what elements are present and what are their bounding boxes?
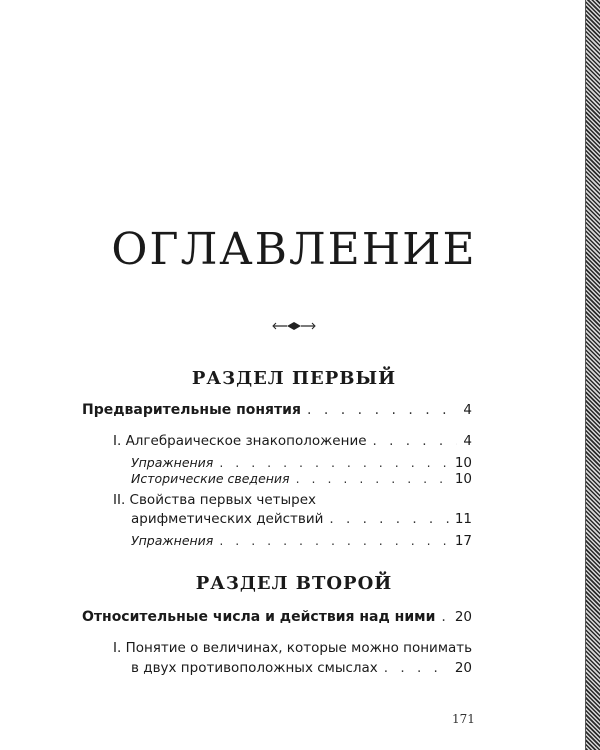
dot-leader [296,471,449,486]
dot-leader [373,433,458,449]
page-number: 11 [454,511,472,527]
entry-title-line1: I. Понятие о величинах, которые можно понимать [113,640,473,656]
entry-title: в двух противоположных смыслах [131,660,378,676]
subentry-title: Упражнения [131,533,214,548]
toc-entry[interactable] [131,511,472,527]
page-number: 4 [463,433,472,449]
dot-leader [329,511,448,527]
dot-leader [384,660,449,676]
page-number: 10 [454,455,472,471]
page-number: 20 [454,609,472,625]
entry-title: арифметических действий [131,511,324,527]
toc-subentry[interactable] [131,533,472,549]
chapter-title: Относительные числа и действия над ними [82,609,436,625]
section-title-first: РАЗДЕЛ ПЕРВЫЙ [191,368,397,389]
toc-chapter-entry[interactable] [82,609,472,625]
ornament-divider-icon [0,318,588,336]
page-folio-number: 171 [452,712,475,726]
chapter-title: Предварительные понятия [82,402,301,418]
entry-title-line1: II. Свойства первых четырех [113,492,317,508]
page-number: 10 [454,471,472,487]
entry-title: I. Алгебраическое знакоположение [113,433,367,449]
dot-leader [219,533,448,548]
toc-subentry[interactable] [131,455,472,471]
dot-leader [441,609,448,625]
page-number: 17 [454,533,472,549]
subentry-title: Упражнения [131,455,214,470]
toc-title: ОГЛАВЛЕНИЕ [111,224,477,275]
subentry-title: Исторические сведения [131,471,290,486]
toc-subentry[interactable] [131,471,472,487]
toc-chapter-entry[interactable] [82,402,472,418]
dot-leader [307,402,457,418]
toc-entry[interactable] [113,433,472,449]
toc-entry[interactable] [131,660,472,676]
page-number: 20 [454,660,472,676]
dot-leader [219,455,448,470]
page-number: 4 [463,402,472,418]
section-title-second: РАЗДЕЛ ВТОРОЙ [195,573,393,594]
